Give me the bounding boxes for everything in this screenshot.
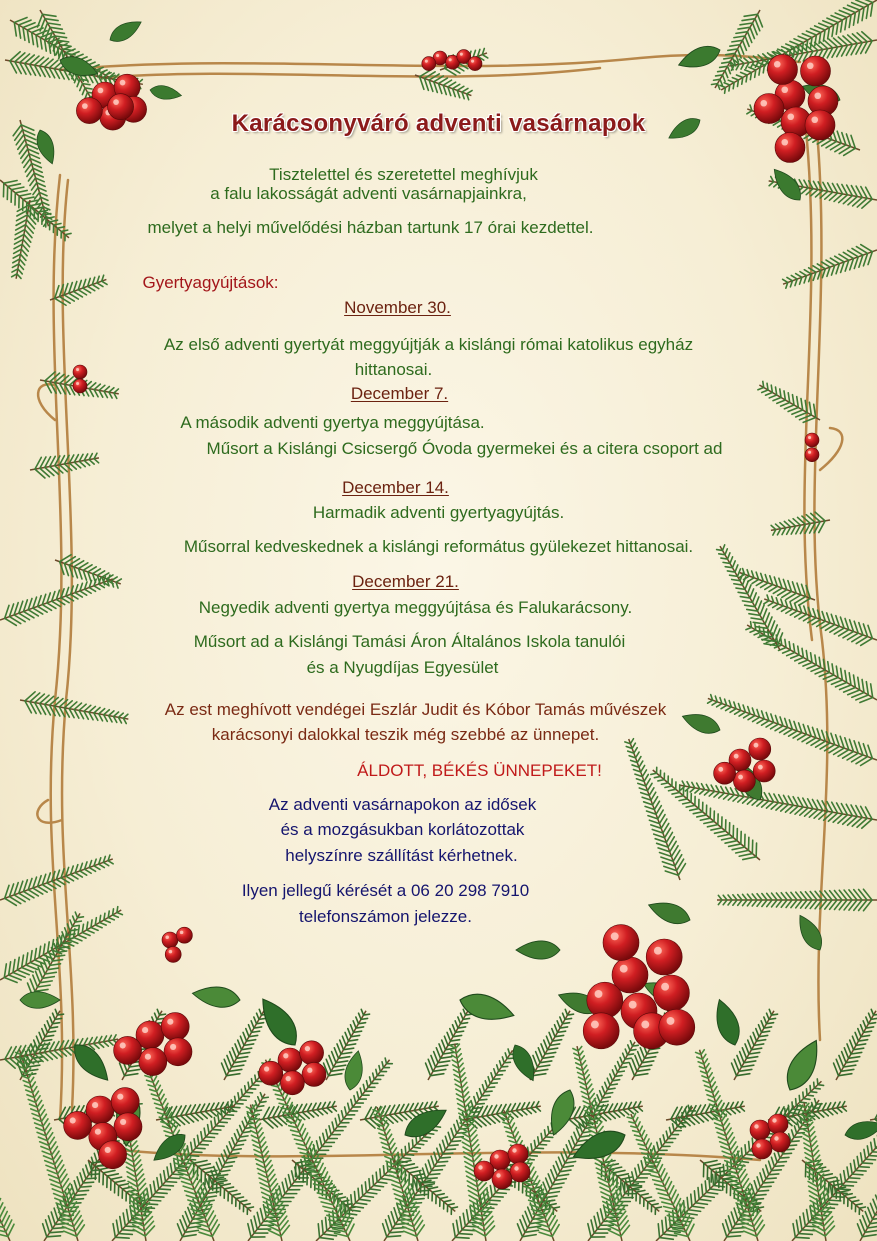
event-4-line-1: Negyedik adventi gyertya meggyújtása és Falukarácsony.	[198, 598, 633, 617]
holly-berry	[161, 1013, 189, 1041]
berry-highlight	[667, 1017, 675, 1025]
holly-berry	[99, 1141, 127, 1169]
berry-highlight	[595, 990, 603, 998]
holly-berry	[114, 1036, 142, 1064]
holly-berry	[492, 1169, 512, 1189]
transport-line-2: és a mozgásukban korlátozottak	[280, 820, 525, 839]
intro-line-3: melyet a helyi művelődési házban tartunk 17 órai kezdettel.	[147, 218, 594, 237]
berry-highlight	[620, 965, 628, 973]
holly-leaf	[457, 989, 517, 1027]
berry-highlight	[496, 1173, 500, 1177]
berry-highlight	[781, 139, 788, 146]
berry-highlight	[478, 1165, 482, 1169]
guests-line-2: karácsonyi dalokkal teszik még szebbé az ünnepet.	[211, 725, 600, 744]
holly-berry	[801, 56, 831, 86]
holly-berry	[768, 55, 798, 85]
pine-branch	[415, 70, 472, 100]
holly-leaf	[710, 996, 744, 1048]
holly-leaf	[253, 992, 304, 1051]
pine-branch	[246, 1105, 289, 1241]
berry-highlight	[760, 100, 767, 107]
holly-berry	[422, 57, 436, 71]
berry-highlight	[264, 1066, 269, 1071]
berry-highlight	[142, 1027, 148, 1033]
holly-berry	[300, 1041, 324, 1065]
event-1-line-2: hittanosai.	[354, 360, 433, 379]
holly-berry	[302, 1062, 326, 1086]
berry-highlight	[514, 1166, 518, 1170]
holly-berry	[768, 1114, 788, 1134]
event-2-line-1: A második adventi gyertya meggyújtása.	[180, 413, 485, 432]
holly-berry	[164, 1038, 192, 1066]
holly-leaf	[149, 83, 183, 102]
holly-berry	[176, 927, 192, 943]
berry-highlight	[170, 1044, 176, 1050]
berry-highlight	[70, 1117, 76, 1123]
event-date-1: November 30.	[344, 298, 451, 317]
holiday-greeting: ÁLDOTT, BÉKÉS ÜNNEPEKET!	[357, 761, 602, 780]
berry-highlight	[814, 92, 821, 99]
berry-highlight	[512, 1148, 516, 1152]
berry-highlight	[92, 1102, 98, 1108]
event-4-line-3: és a Nyugdíjas Egyesület	[306, 658, 499, 677]
transport-line-3: helyszínre szállítást kérhetnek.	[285, 846, 518, 865]
event-3-line-1: Harmadik adventi gyertyagyújtás.	[312, 503, 565, 522]
berry-highlight	[305, 1046, 310, 1051]
berry-highlight	[641, 1021, 649, 1029]
pine-branch	[383, 1049, 516, 1241]
pine-branch	[834, 1009, 877, 1080]
holly-berry	[165, 946, 181, 962]
holly-leaf	[106, 16, 145, 47]
event-date-3: December 14.	[342, 478, 449, 497]
intro-line-1: Tisztelettel és szeretettel meghívjuk	[269, 165, 538, 184]
berry-highlight	[120, 1042, 126, 1048]
berry-highlight	[98, 88, 104, 94]
berry-highlight	[629, 1001, 637, 1009]
berry-highlight	[105, 1147, 111, 1153]
berry-highlight	[781, 86, 788, 93]
berry-highlight	[169, 950, 173, 954]
holly-berry	[139, 1048, 167, 1076]
berry-highlight	[120, 1119, 126, 1125]
event-1-line-1: Az első adventi gyertyát meggyújtják a kislángi római katolikus egyház	[163, 335, 694, 354]
holly-leaf	[20, 992, 60, 1009]
berry-highlight	[145, 1054, 151, 1060]
berry-highlight	[774, 1136, 778, 1140]
intro-line-2: a falu lakosságát adventi vasárnapjainkra,	[210, 184, 527, 203]
holly-berry	[603, 925, 639, 961]
berry-highlight	[167, 1019, 173, 1025]
phone-line-1: Ilyen jellegű kérését a 06 20 298 7910	[241, 881, 530, 900]
section-heading: Gyertyagyújtások:	[142, 273, 279, 292]
pine-branch	[462, 1102, 541, 1128]
berry-highlight	[286, 1076, 291, 1081]
holly-berry	[474, 1161, 494, 1181]
holly-leaf	[516, 941, 560, 959]
berry-highlight	[307, 1068, 312, 1073]
holly-berry	[510, 1162, 530, 1182]
berry-highlight	[117, 1094, 123, 1100]
berry-highlight	[113, 99, 119, 105]
berry-highlight	[180, 931, 184, 935]
holly-leaf	[191, 983, 241, 1009]
berry-highlight	[591, 1021, 599, 1029]
holly-leaf	[676, 41, 724, 73]
holly-berry	[583, 1013, 619, 1049]
holly-berry	[587, 982, 623, 1018]
event-3-line-2: Műsorral kedveskednek a kislángi református gyülekezet hittanosai.	[183, 537, 694, 556]
berry-highlight	[807, 62, 814, 69]
berry-highlight	[460, 53, 463, 56]
berry-highlight	[82, 103, 88, 109]
pine-branch	[426, 1009, 472, 1080]
holly-berry	[64, 1111, 92, 1139]
pine-branch	[0, 1113, 14, 1241]
guests-line-1: Az est meghívott vendégei Eszlár Judit és Kóbor Tamás művészek	[164, 700, 667, 719]
holly-berry	[259, 1061, 283, 1085]
phone-line-2: telefonszámon jelezze.	[299, 907, 472, 926]
berry-highlight	[661, 983, 669, 991]
page-title: Karácsonyváró adventi vasárnapok	[231, 110, 646, 137]
berry-highlight	[165, 935, 169, 939]
holly-berry	[750, 1120, 770, 1140]
berry-highlight	[436, 54, 439, 57]
pine-branch	[258, 1102, 337, 1128]
berry-highlight	[283, 1053, 288, 1058]
pine-branch	[666, 1102, 745, 1128]
holly-leaf	[544, 1087, 579, 1139]
event-date-2: December 7.	[350, 384, 449, 403]
event-4-line-2: Műsort ad a Kislángi Tamási Áron Általános Iskola tanulói	[193, 632, 626, 651]
holly-berry	[508, 1144, 528, 1164]
holly-berry	[659, 1009, 695, 1045]
pine-branch	[792, 1068, 877, 1241]
pine-branch	[528, 1009, 574, 1080]
pine-branch	[783, 245, 877, 289]
holly-berry	[162, 932, 178, 948]
berry-highlight	[756, 1143, 760, 1147]
berry-highlight	[425, 60, 428, 63]
berry-highlight	[611, 932, 619, 940]
berry-highlight	[734, 754, 739, 759]
holly-berry	[653, 975, 689, 1011]
berry-highlight	[120, 80, 126, 86]
berry-highlight	[471, 60, 474, 63]
berry-highlight	[772, 1118, 776, 1122]
holly-berry	[752, 1139, 772, 1159]
berry-highlight	[449, 58, 452, 61]
pine-branch	[720, 0, 877, 93]
berry-highlight	[654, 947, 662, 955]
event-2-line-2: Műsort a Kislángi Csicsergő Óvoda gyermekei és a citera csoport ad	[206, 439, 723, 458]
holly-berry	[111, 1088, 139, 1116]
transport-line-1: Az adventi vasárnapokon az idősek	[268, 795, 537, 814]
berry-highlight	[95, 1129, 101, 1135]
berry-highlight	[774, 61, 781, 68]
holly-berry	[770, 1132, 790, 1152]
holly-berry	[280, 1071, 304, 1095]
holly-leaf	[780, 1035, 827, 1095]
holly-berry	[114, 1113, 142, 1141]
holly-berry	[646, 939, 682, 975]
holly-berry	[468, 57, 482, 71]
holly-leaf	[843, 1117, 877, 1143]
berry-highlight	[754, 1124, 758, 1128]
event-date-4: December 21.	[352, 572, 459, 591]
pine-branch	[732, 1009, 778, 1080]
berry-highlight	[494, 1154, 498, 1158]
